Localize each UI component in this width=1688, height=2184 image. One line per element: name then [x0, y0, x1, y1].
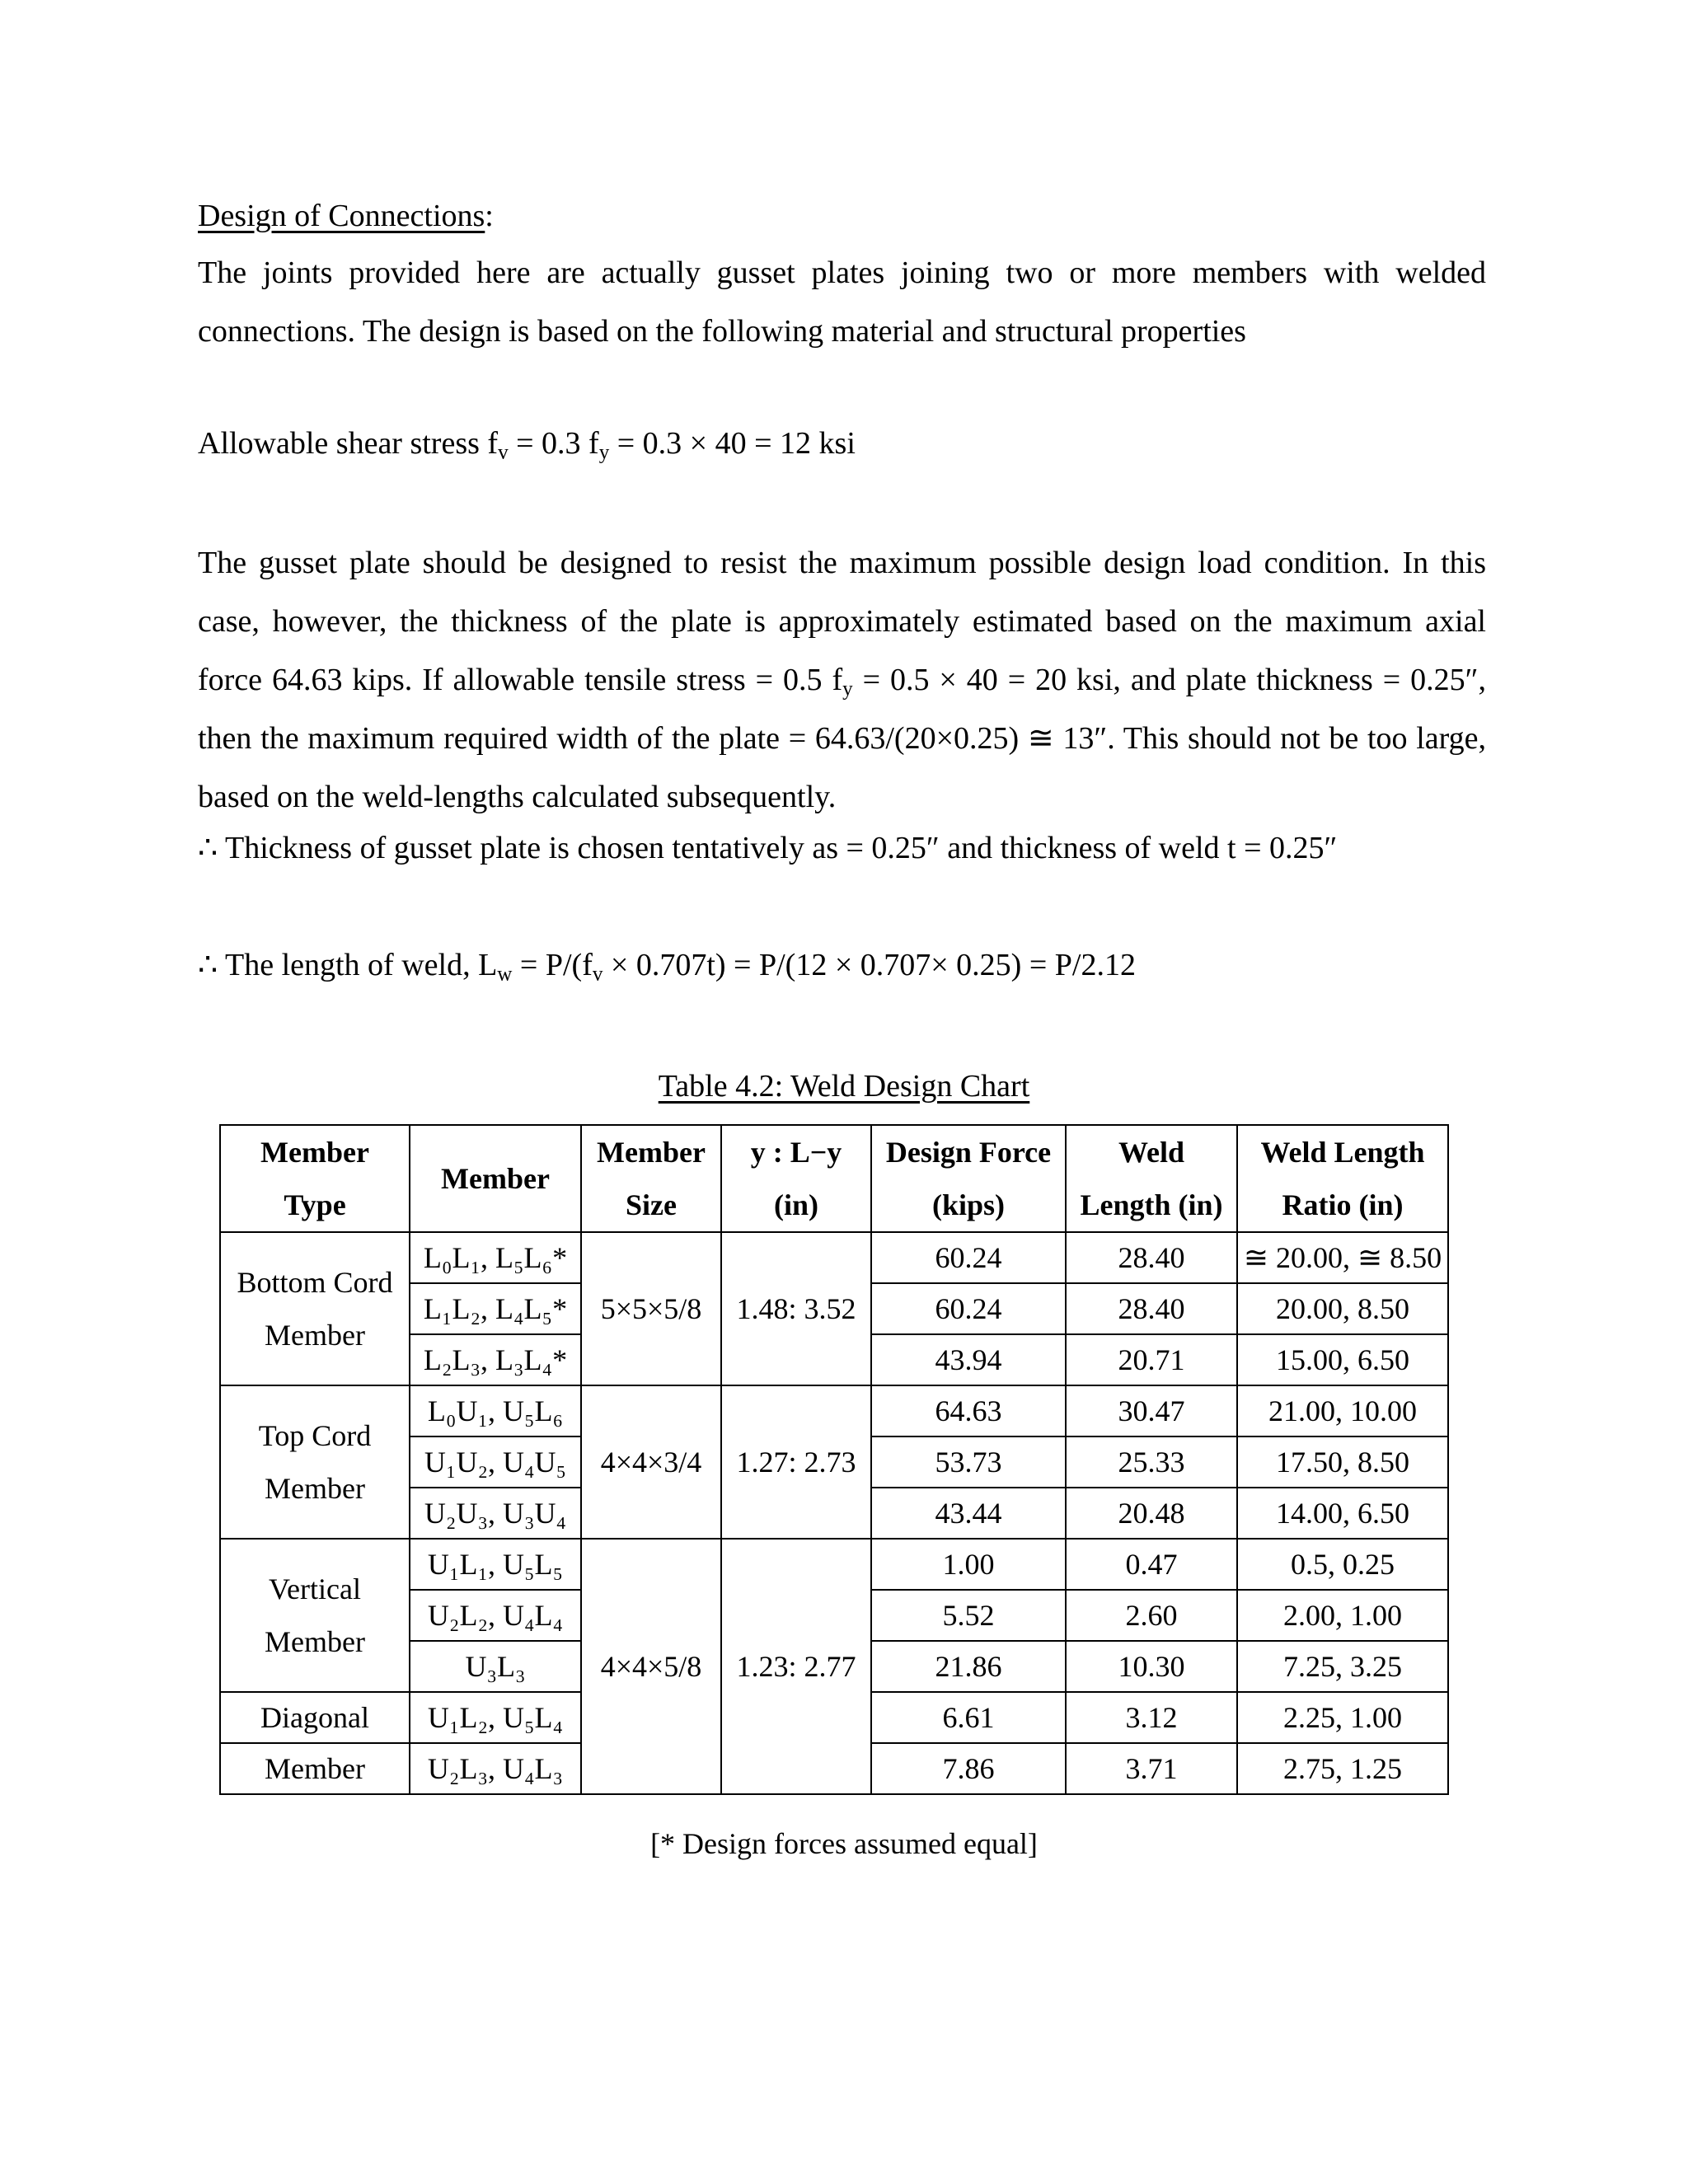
member-type-cell: Vertical Member [220, 1539, 410, 1692]
table-row [220, 1385, 1448, 1436]
ratio-cell: 1.23: 2.77 [721, 1539, 871, 1794]
header-weld-length: Weld Length (in) [1066, 1125, 1237, 1232]
weld-length-cell: 28.40 [1066, 1232, 1237, 1283]
section-heading [198, 191, 494, 241]
weld-length-sub-v: v [592, 963, 603, 986]
member-cell: U₂U₃, U₃U₄ [410, 1488, 581, 1539]
gusset-paragraph-sub-y: y [842, 677, 853, 701]
design-force-cell: 64.63 [871, 1385, 1066, 1436]
design-force-cell: 43.94 [871, 1334, 1066, 1385]
member-cell: U₂L₂, U₄L₄ [410, 1590, 581, 1641]
member-cell: L₁L₂, L₄L₅* [410, 1283, 581, 1334]
design-force-cell: 7.86 [871, 1743, 1066, 1794]
ratio-cell: 1.27: 2.73 [721, 1385, 871, 1539]
shear-stress-suffix: = 0.3 × 40 = 12 ksi [609, 426, 856, 461]
weld-length-cell: 10.30 [1066, 1641, 1237, 1692]
weld-ratio-cell: 0.5, 0.25 [1237, 1539, 1448, 1590]
weld-length-sub-w: w [497, 963, 513, 986]
table-header-row [220, 1125, 1448, 1232]
member-size-cell: 5×5×5/8 [581, 1232, 721, 1385]
gusset-paragraph [198, 534, 1486, 827]
table-row [220, 1232, 1448, 1283]
weld-length-line [198, 940, 1136, 990]
shear-stress-mid: = 0.3 f [508, 426, 599, 461]
member-cell: L₀L₁, L₅L₆* [410, 1232, 581, 1283]
design-force-cell: 21.86 [871, 1641, 1066, 1692]
shear-stress-sub-v: v [498, 441, 509, 464]
weld-length-cell: 20.71 [1066, 1334, 1237, 1385]
weld-length-cell: 3.12 [1066, 1692, 1237, 1743]
intro-paragraph: The joints provided here are actually gusset plates joining two or more members with welded connections. The design is based on the following material and structural properties [198, 255, 1486, 349]
member-type-cell: Top Cord Member [220, 1385, 410, 1539]
weld-length-cell: 25.33 [1066, 1436, 1237, 1488]
member-size-cell: 4×4×3/4 [581, 1385, 721, 1539]
shear-stress-prefix: Allowable shear stress f [198, 426, 499, 461]
weld-length-suffix: × 0.707t) = P/(12 × 0.707× 0.25) = P/2.12 [603, 948, 1136, 982]
design-force-cell: 53.73 [871, 1436, 1066, 1488]
table-caption-text: Table 4.2: Weld Design Chart [658, 1069, 1030, 1104]
section-heading-colon: : [485, 199, 494, 233]
shear-stress-line [198, 419, 856, 468]
weld-ratio-cell: 2.75, 1.25 [1237, 1743, 1448, 1794]
weld-ratio-cell: 17.50, 8.50 [1237, 1436, 1448, 1488]
weld-ratio-cell: 2.25, 1.00 [1237, 1692, 1448, 1743]
table-footnote: [* Design forces assumed equal] [650, 1827, 1038, 1860]
thickness-line: ∴ Thickness of gusset plate is chosen tentatively as = 0.25″ and thickness of weld t = 0.25″ [198, 831, 1338, 865]
weld-ratio-cell: 14.00, 6.50 [1237, 1488, 1448, 1539]
design-force-cell: 6.61 [871, 1692, 1066, 1743]
header-member-type: Member Type [220, 1125, 410, 1232]
member-cell: L₀U₁, U₅L₆ [410, 1385, 581, 1436]
weld-length-prefix: ∴ The length of weld, L [198, 948, 498, 982]
gusset-paragraph-part2: = 0.5 × 40 = 20 ksi, and plate thickness = 0.25″, then the maximum required width of the plate = 64.63/(20×0.25) ≅ 13″. This should not be too large, based on the weld-lengths calculated subsequently. [198, 663, 1486, 814]
weld-ratio-cell: 7.25, 3.25 [1237, 1641, 1448, 1692]
weld-ratio-cell: 2.00, 1.00 [1237, 1590, 1448, 1641]
table-row [220, 1539, 1448, 1590]
member-type-cell: Diagonal [220, 1692, 410, 1743]
design-force-cell: 60.24 [871, 1283, 1066, 1334]
member-type-cell: Bottom Cord Member [220, 1232, 410, 1385]
weld-ratio-cell: 15.00, 6.50 [1237, 1334, 1448, 1385]
weld-ratio-cell: 21.00, 10.00 [1237, 1385, 1448, 1436]
design-force-cell: 5.52 [871, 1590, 1066, 1641]
member-cell: L₂L₃, L₃L₄* [410, 1334, 581, 1385]
header-ratio: y : L−y (in) [721, 1125, 871, 1232]
weld-length-cell: 0.47 [1066, 1539, 1237, 1590]
design-force-cell: 1.00 [871, 1539, 1066, 1590]
member-cell: U₃L₃ [410, 1641, 581, 1692]
header-member-size: Member Size [581, 1125, 721, 1232]
member-size-cell: 4×4×5/8 [581, 1539, 721, 1794]
member-cell: U₁L₂, U₅L₄ [410, 1692, 581, 1743]
member-type-cell: Member [220, 1743, 410, 1794]
design-force-cell: 43.44 [871, 1488, 1066, 1539]
weld-length-mid: = P/(f [512, 948, 593, 982]
table-caption [0, 1062, 1688, 1111]
header-weld-length-ratio: Weld Length Ratio (in) [1237, 1125, 1448, 1232]
gusset-paragraph-part1: The gusset plate should be designed to resist the maximum possible design load condition. In this case, however, the thickness of the plate is approximately estimated based on the maximum axial force 64.63 kips. If allowable tensile stress = 0.5 f [198, 546, 1486, 697]
weld-length-cell: 28.40 [1066, 1283, 1237, 1334]
header-design-force: Design Force (kips) [871, 1125, 1066, 1232]
design-force-cell: 60.24 [871, 1232, 1066, 1283]
weld-length-cell: 2.60 [1066, 1590, 1237, 1641]
weld-ratio-cell: 20.00, 8.50 [1237, 1283, 1448, 1334]
weld-design-table [219, 1124, 1449, 1795]
member-cell: U₂L₃, U₄L₃ [410, 1743, 581, 1794]
section-heading-text: Design of Connections [198, 199, 485, 233]
header-member: Member [410, 1125, 581, 1232]
member-cell: U₁L₁, U₅L₅ [410, 1539, 581, 1590]
weld-length-cell: 30.47 [1066, 1385, 1237, 1436]
member-cell: U₁U₂, U₄U₅ [410, 1436, 581, 1488]
shear-stress-sub-y: y [598, 441, 610, 464]
weld-length-cell: 3.71 [1066, 1743, 1237, 1794]
weld-length-cell: 20.48 [1066, 1488, 1237, 1539]
ratio-cell: 1.48: 3.52 [721, 1232, 871, 1385]
weld-ratio-cell: ≅ 20.00, ≅ 8.50 [1237, 1232, 1448, 1283]
